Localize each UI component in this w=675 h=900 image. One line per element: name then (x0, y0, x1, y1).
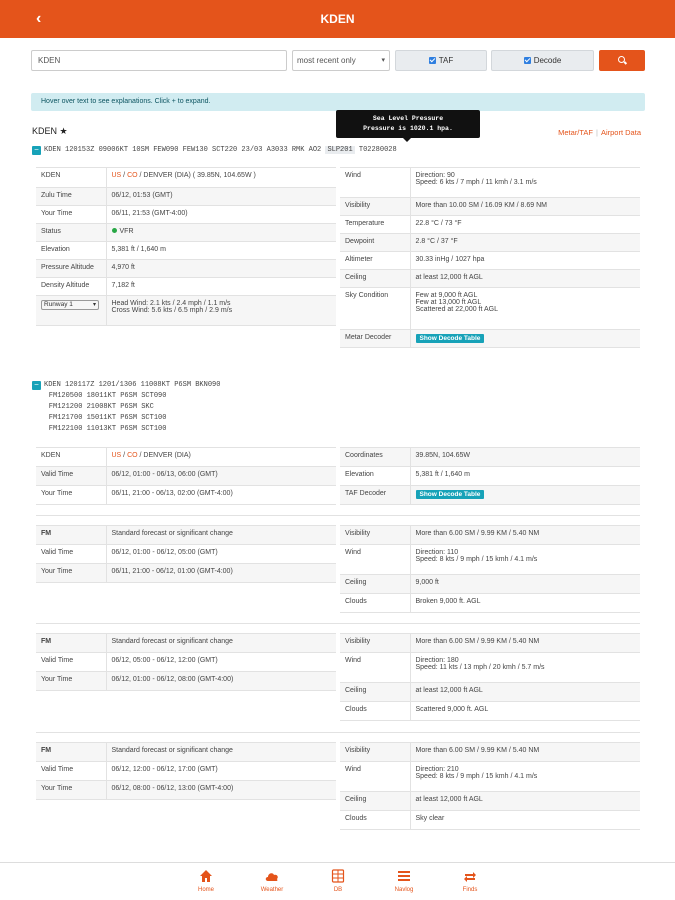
row-key: FM (36, 743, 106, 762)
row-value (106, 296, 336, 326)
taf-raw (32, 380, 220, 435)
row-value: Scattered 9,000 ft. AGL (410, 702, 640, 721)
row-key: Altimeter (340, 252, 410, 270)
table-row (36, 168, 336, 188)
row-value: Standard forecast or significant change (106, 743, 336, 762)
state-link[interactable]: CO (127, 172, 138, 179)
row-key: Your Time (36, 486, 106, 505)
collapse-minus-icon[interactable]: − (32, 146, 41, 155)
row-value: 06/12, 05:00 - 06/12, 12:00 (GMT) (106, 653, 336, 672)
table-row (340, 168, 640, 198)
nav-label: DB (333, 887, 343, 893)
table-row (36, 634, 336, 653)
metar-raw (32, 145, 397, 156)
row-value (410, 330, 640, 348)
row-key: Ceiling (340, 575, 410, 594)
wind-direction: Direction: 180 (415, 657, 459, 664)
row-value: More than 6.00 SM / 9.99 KM / 5.40 NM (410, 634, 640, 653)
table-row (340, 270, 640, 288)
row-key: Status (36, 224, 106, 242)
period-3-right-table (340, 742, 640, 830)
taf-toggle-button[interactable] (395, 50, 487, 71)
row-value: 06/12, 01:00 - 06/12, 05:00 (GMT) (106, 545, 336, 564)
row-value: at least 12,000 ft AGL (410, 683, 640, 702)
row-key: Temperature (340, 216, 410, 234)
nav-label: Navlog (394, 887, 414, 893)
row-value: 22.8 °C / 73 °F (410, 216, 640, 234)
cross-wind: Cross Wind: 5.6 kts / 6.5 mph / 2.9 m/s (111, 307, 233, 314)
row-key: Clouds (340, 594, 410, 613)
row-key: Elevation (340, 467, 410, 486)
checkbox-checked-icon[interactable] (429, 57, 436, 64)
period-2-left-table (36, 633, 336, 691)
row-value: 06/11, 21:00 - 06/12, 01:00 (GMT-4:00) (106, 564, 336, 583)
row-value: 9,000 ft (410, 575, 640, 594)
table-row (340, 252, 640, 270)
mode-select[interactable] (292, 50, 390, 71)
taf-raw-line: FM122100 11013KT P6SM SCT100 (32, 425, 167, 433)
row-key: Wind (340, 653, 410, 683)
row-key: Wind (340, 168, 410, 198)
metar-right-table (340, 167, 640, 348)
table-row (340, 811, 640, 830)
taf-raw-line: FM120500 18011KT P6SM SCT090 (32, 392, 167, 400)
taf-left-table (36, 447, 336, 505)
table-row (36, 564, 336, 583)
table-row (36, 448, 336, 467)
row-value: 06/12, 01:00 - 06/13, 06:00 (GMT) (106, 467, 336, 486)
table-row (340, 288, 640, 330)
section-divider (36, 623, 640, 624)
nav-finds[interactable] (450, 869, 490, 893)
row-value: 06/12, 12:00 - 06/12, 17:00 (GMT) (106, 762, 336, 781)
taf-raw-line: FM121200 21008KT P6SM SKC (32, 403, 154, 411)
sky-layer: Few at 9,000 ft AGL (415, 292, 478, 299)
row-value: US / CO / DENVER (DIA) ( 39.85N, 104.65W ) (106, 168, 336, 188)
section-divider (36, 515, 640, 516)
row-key: Your Time (36, 781, 106, 800)
airport-data-link[interactable]: Airport Data (600, 128, 641, 137)
row-value: 06/12, 01:53 (GMT) (106, 188, 336, 206)
row-value: 39.85N, 104.65W (410, 448, 640, 467)
bottom-nav (0, 862, 675, 900)
wind-speed: Speed: 11 kts / 13 mph / 20 kmh / 5.7 m/s (415, 664, 545, 671)
nav-weather[interactable] (252, 869, 292, 893)
table-row (36, 526, 336, 545)
runway-select[interactable] (41, 300, 99, 310)
row-key: Elevation (36, 242, 106, 260)
row-value: 30.33 inHg / 1027 hpa (410, 252, 640, 270)
table-row (340, 743, 640, 762)
wind-speed: Speed: 8 kts / 9 mph / 15 kmh / 4.1 m/s (415, 773, 538, 780)
table-row (36, 762, 336, 781)
wind-speed: Speed: 6 kts / 7 mph / 11 kmh / 3.1 m/s (415, 179, 537, 186)
row-value (410, 486, 640, 505)
row-key: Sky Condition (340, 288, 410, 330)
row-value: 7,182 ft (106, 278, 336, 296)
period-3-left-table (36, 742, 336, 800)
row-key: Clouds (340, 702, 410, 721)
row-key: Your Time (36, 206, 106, 224)
row-value (410, 762, 640, 792)
search-button[interactable] (599, 50, 645, 71)
row-value: Standard forecast or significant change (106, 526, 336, 545)
row-value: Sky clear (410, 811, 640, 830)
wind-direction: Direction: 210 (415, 766, 459, 773)
country-link[interactable]: US (111, 452, 122, 459)
show-decode-table-button[interactable]: Show Decode Table (416, 334, 485, 343)
nav-home[interactable] (186, 869, 226, 893)
table-row (36, 653, 336, 672)
show-decode-table-button[interactable]: Show Decode Table (416, 490, 485, 499)
taf-right-table (340, 447, 640, 505)
decode-toggle-button[interactable] (491, 50, 594, 71)
row-key: Pressure Altitude (36, 260, 106, 278)
country-link[interactable]: US (111, 172, 122, 179)
row-key: KDEN (36, 448, 106, 467)
row-key: FM (36, 526, 106, 545)
table-row (340, 762, 640, 792)
table-row (340, 198, 640, 216)
table-row (36, 743, 336, 762)
row-value: More than 6.00 SM / 9.99 KM / 5.40 NM (410, 743, 640, 762)
table-row (340, 594, 640, 613)
nav-db[interactable] (318, 869, 358, 893)
metar-raw-pre: KDEN 120153Z 09006KT 10SM FEW090 FEW130 SCT220 23/03 A3033 RMK AO2 (44, 146, 326, 154)
row-key: Coordinates (340, 448, 410, 467)
row-key: Valid Time (36, 762, 106, 781)
metar-slp-token[interactable]: SLP201 (327, 146, 353, 154)
metar-raw-post: T02280028 (354, 146, 397, 154)
row-key: Visibility (340, 634, 410, 653)
wind-direction: Direction: 90 (415, 172, 455, 179)
decode-toggle-label: Decode (533, 56, 562, 65)
table-row (36, 467, 336, 486)
table-row (340, 234, 640, 252)
nav-label: Home (197, 887, 214, 893)
row-value: 06/12, 08:00 - 06/12, 13:00 (GMT-4:00) (106, 781, 336, 800)
row-key: Ceiling (340, 270, 410, 288)
table-row (36, 486, 336, 505)
row-key: Visibility (340, 743, 410, 762)
row-value: US / CO / DENVER (DIA) (106, 448, 336, 467)
head-wind: Head Wind: 2.1 kts / 2.4 mph / 1.1 m/s (111, 300, 231, 307)
list-icon (384, 869, 424, 883)
row-key: FM (36, 634, 106, 653)
database-icon (318, 869, 358, 883)
top-bar (0, 0, 675, 38)
row-key: Dewpoint (340, 234, 410, 252)
period-2-right-table (340, 633, 640, 721)
row-key: Valid Time (36, 467, 106, 486)
row-value: at least 12,000 ft AGL (410, 792, 640, 811)
search-row (31, 50, 645, 71)
row-value: 2.8 °C / 37 °F (410, 234, 640, 252)
row-value: More than 10.00 SM / 16.09 KM / 8.69 NM (410, 198, 640, 216)
station-id: KDEN (32, 126, 58, 136)
row-key: Valid Time (36, 545, 106, 564)
runway-select-value: Runway 1 (44, 301, 73, 308)
table-row (36, 188, 336, 206)
table-row (340, 702, 640, 721)
hint-banner: Hover over text to see explanations. Click + to expand. (31, 93, 645, 111)
table-row (36, 206, 336, 224)
table-row (340, 792, 640, 811)
wind-speed: Speed: 8 kts / 9 mph / 15 kmh / 4.1 m/s (415, 556, 538, 563)
row-value (410, 168, 640, 198)
mode-select-value: most recent only (297, 56, 356, 65)
row-value (410, 288, 640, 330)
refresh-icon (450, 869, 490, 883)
checkbox-checked-icon[interactable] (524, 57, 531, 64)
metar-taf-link[interactable]: Metar/TAF (558, 128, 594, 137)
home-icon (186, 869, 226, 883)
table-row (340, 526, 640, 545)
row-key: Your Time (36, 564, 106, 583)
table-row (340, 575, 640, 594)
row-value: Standard forecast or significant change (106, 634, 336, 653)
star-icon[interactable]: ★ (59, 126, 68, 136)
table-row (36, 278, 336, 296)
row-key: Ceiling (340, 792, 410, 811)
tooltip-text: Pressure is 1020.1 hpa. (363, 125, 453, 132)
table-row (340, 216, 640, 234)
nav-label: Weather (260, 887, 284, 893)
table-row (36, 260, 336, 278)
row-value: 06/11, 21:00 - 06/13, 02:00 (GMT-4:00) (106, 486, 336, 505)
slp-tooltip (336, 110, 480, 138)
row-value: 4,970 ft (106, 260, 336, 278)
nav-label: Finds (462, 887, 478, 893)
row-value: 06/11, 21:53 (GMT-4:00) (106, 206, 336, 224)
table-row (36, 242, 336, 260)
chevron-down-icon: ▾ (381, 57, 385, 64)
sky-layer: Scattered at 22,000 ft AGL (415, 306, 498, 313)
row-value (106, 224, 336, 242)
row-value (410, 653, 640, 683)
table-row (340, 653, 640, 683)
taf-toggle-label: TAF (438, 56, 454, 65)
cloud-icon (252, 869, 292, 883)
state-link[interactable]: CO (127, 452, 138, 459)
tooltip-title: Sea Level Pressure (372, 115, 444, 122)
table-row (340, 634, 640, 653)
table-row (340, 467, 640, 486)
table-row (36, 296, 336, 326)
row-key (36, 296, 106, 326)
table-row (340, 545, 640, 575)
taf-raw-line: KDEN 120117Z 1201/1306 11008KT P6SM BKN090 (44, 381, 221, 389)
section-divider (36, 732, 640, 733)
table-row (36, 545, 336, 564)
row-key: Density Altitude (36, 278, 106, 296)
row-value: 5,381 ft / 1,640 m (410, 467, 640, 486)
row-key: Valid Time (36, 653, 106, 672)
station-location: / DENVER (DIA) (137, 452, 191, 459)
metar-left-table (36, 167, 336, 326)
collapse-minus-icon[interactable]: − (32, 381, 41, 390)
taf-raw-line: FM121700 15011KT P6SM SCT100 (32, 414, 167, 422)
page-title: KDEN (320, 12, 355, 26)
row-value: Broken 9,000 ft. AGL (410, 594, 640, 613)
row-value (410, 545, 640, 575)
flight-category: VFR (119, 228, 134, 235)
search-icon (618, 56, 625, 63)
row-key: Metar Decoder (340, 330, 410, 348)
row-key: TAF Decoder (340, 486, 410, 505)
row-key: KDEN (36, 168, 106, 188)
period-1-left-table (36, 525, 336, 583)
row-key: Visibility (340, 526, 410, 545)
row-key: Ceiling (340, 683, 410, 702)
station-heading (32, 126, 68, 137)
table-row (36, 781, 336, 800)
station-location: / DENVER (DIA) ( 39.85N, 104.65W ) (137, 172, 256, 179)
row-key: Clouds (340, 811, 410, 830)
row-key: Wind (340, 762, 410, 792)
status-dot-icon (112, 228, 117, 233)
row-key: Visibility (340, 198, 410, 216)
table-row (340, 486, 640, 505)
row-value: at least 12,000 ft AGL (410, 270, 640, 288)
table-row (36, 224, 336, 242)
nav-navlog[interactable] (384, 869, 424, 893)
table-row (340, 683, 640, 702)
back-chevron-icon[interactable]: ‹ (36, 10, 42, 27)
wind-direction: Direction: 110 (415, 549, 459, 556)
station-links (558, 128, 641, 137)
row-key: Zulu Time (36, 188, 106, 206)
table-row (340, 448, 640, 467)
sky-layer: Few at 13,000 ft AGL (415, 299, 482, 306)
period-1-right-table (340, 525, 640, 613)
row-key: Wind (340, 545, 410, 575)
row-key: Your Time (36, 672, 106, 691)
station-search-input[interactable] (31, 50, 287, 71)
row-value: More than 6.00 SM / 9.99 KM / 5.40 NM (410, 526, 640, 545)
link-separator: | (596, 128, 598, 137)
row-value: 06/12, 01:00 - 06/12, 08:00 (GMT-4:00) (106, 672, 336, 691)
table-row (340, 330, 640, 348)
row-value: 5,381 ft / 1,640 m (106, 242, 336, 260)
table-row (36, 672, 336, 691)
